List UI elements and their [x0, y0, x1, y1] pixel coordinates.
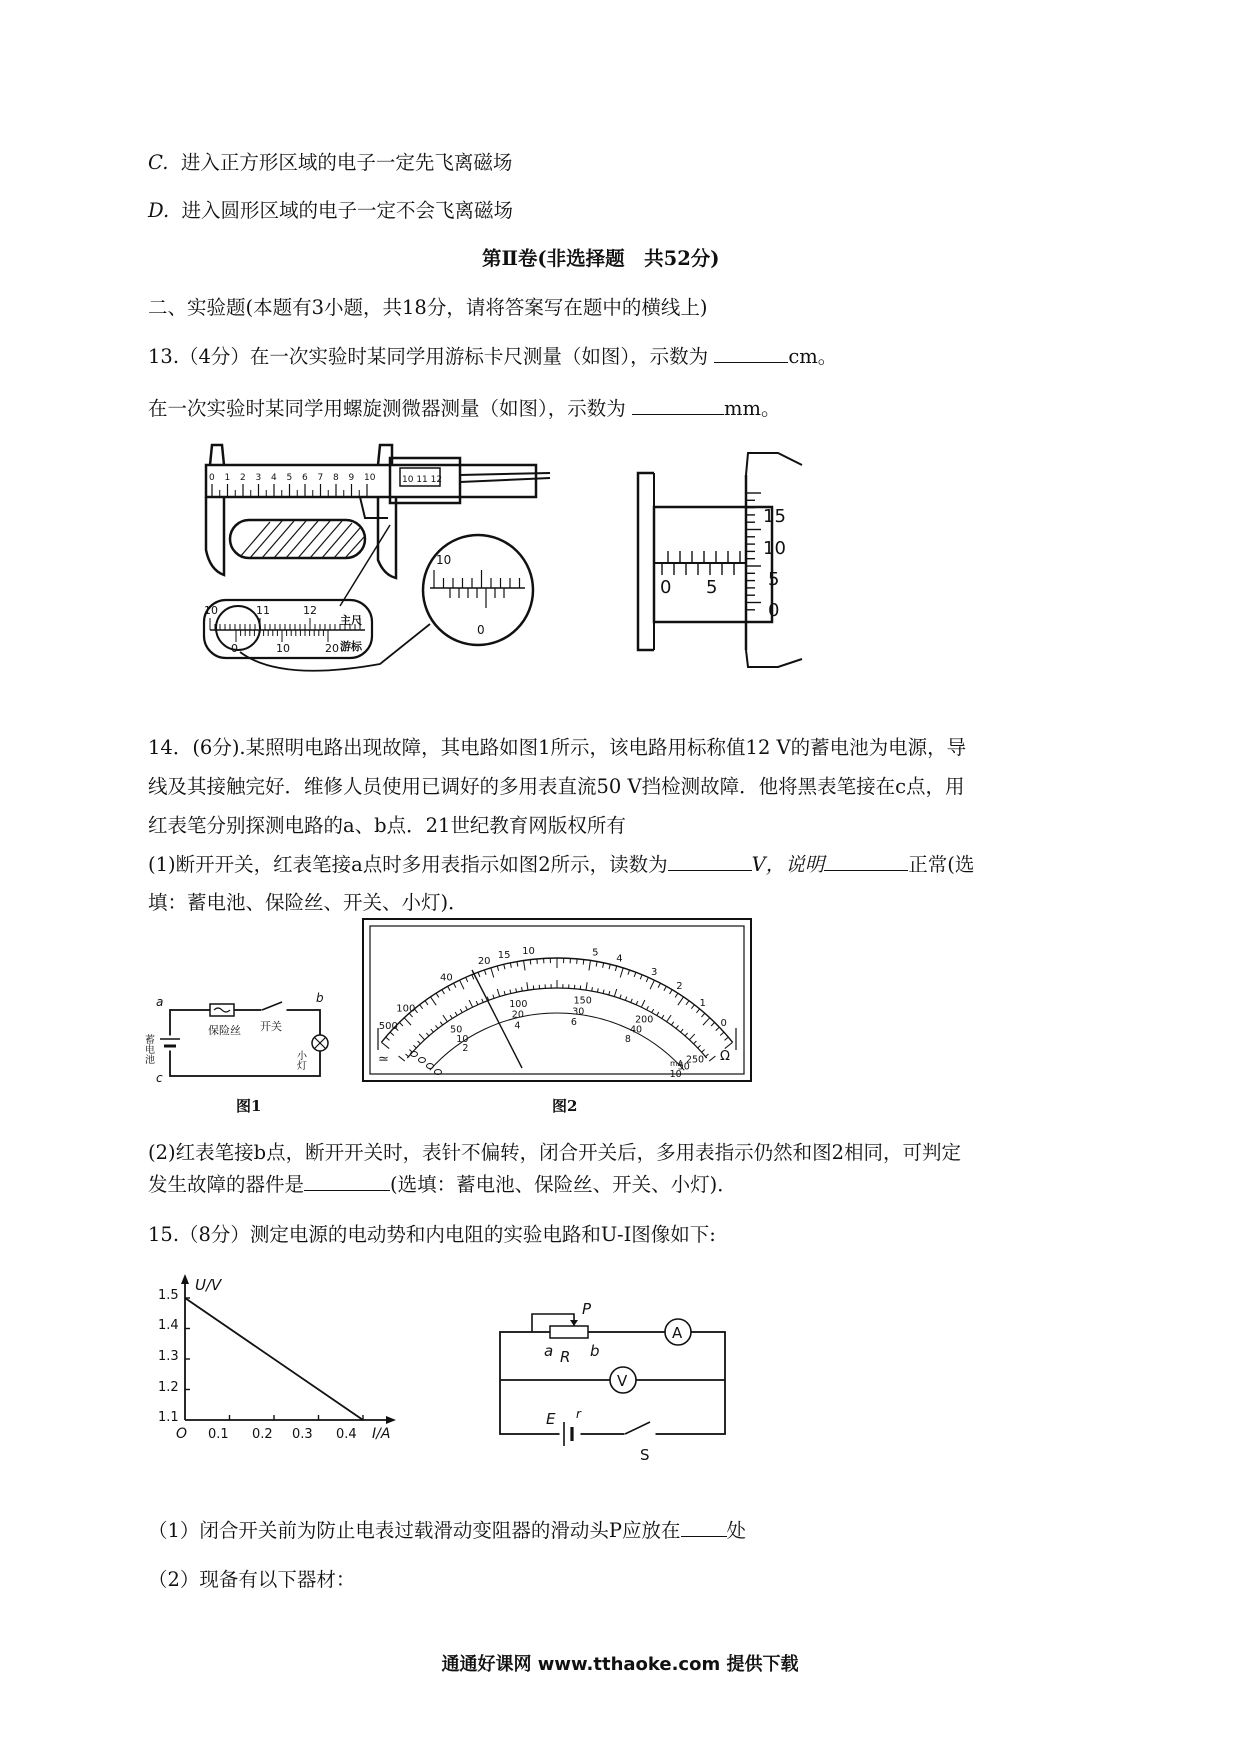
- dc-scale-label: 50: [677, 1061, 690, 1073]
- ohm-scale-label: 3: [650, 966, 658, 978]
- q14-line3: 红表笔分别探测电路的a、b点．21世纪教育网版权所有: [148, 814, 626, 837]
- dc-scale-label: 6: [570, 1017, 577, 1029]
- thimble-label-15: 15: [763, 506, 786, 527]
- q14-part1: [148, 852, 974, 878]
- figure-1-title: 图1: [236, 1097, 262, 1115]
- dial-right-symbol: Ω: [720, 1049, 730, 1064]
- dc-scale-label: 200: [635, 1014, 654, 1026]
- circuit-S: S: [640, 1446, 650, 1464]
- caliper-main-label: 2: [240, 473, 246, 483]
- q14-part1-tail: 正常(选: [908, 853, 975, 876]
- ohm-scale-label: 2: [676, 980, 683, 992]
- dc-scale-label: 20: [511, 1009, 524, 1021]
- circuit-a: a: [544, 1342, 554, 1360]
- q15-part2: （2）现备有以下器材：: [148, 1568, 356, 1591]
- dc-scale-label: 40: [630, 1024, 643, 1036]
- caliper-main-label: 4: [271, 473, 277, 483]
- q14-part2-line2: [148, 1172, 737, 1198]
- zoom-vernier-label-0: 0: [231, 642, 238, 655]
- caliper-main-label: 9: [348, 473, 355, 483]
- caliper-main-scale: [209, 473, 376, 497]
- q14-answer-blank-1[interactable]: [668, 852, 752, 871]
- q14-part2-text: 发生故障的器件是: [148, 1173, 305, 1196]
- dc-scale-label: 100: [509, 998, 528, 1010]
- dc-scale-label: 30: [572, 1006, 585, 1018]
- ohm-scale-label: 40: [439, 972, 453, 984]
- xtick-0.4: 0.4: [336, 1427, 357, 1442]
- q15-part1: [148, 1518, 746, 1544]
- fig1-switch-label: 开关: [260, 1020, 282, 1033]
- q14-part2-line1: (2)红表笔接b点，断开开关时，表针不偏转，闭合开关后，多用表指示仍然和图2相同，可判定: [148, 1141, 962, 1164]
- circuit-E: E: [546, 1410, 556, 1428]
- micrometer-sleeve-scale: [662, 551, 746, 575]
- dc-scale-label: 4: [514, 1020, 521, 1032]
- dc-scale-label: 250: [685, 1054, 705, 1066]
- caliper-main-label: 8: [333, 473, 339, 483]
- zoom-main-label-0: 10: [204, 604, 218, 617]
- dc-scale-label: 2: [462, 1042, 469, 1054]
- circuit-r: r: [576, 1407, 581, 1421]
- dc-scale-label: 50: [450, 1024, 463, 1036]
- q14-part2-options: (选填：蓄电池、保险丝、开关、小灯)．: [390, 1173, 737, 1196]
- zoom-vernier-label-1: 10: [276, 642, 290, 655]
- dc-scale-label: 150: [573, 995, 592, 1007]
- fig1-node-b: b: [316, 991, 324, 1005]
- ohm-scale-label: 100: [396, 1003, 416, 1015]
- circuit-P: P: [582, 1300, 592, 1318]
- caliper-main-label: 10: [364, 473, 376, 483]
- sleeve-label-5: 5: [706, 577, 718, 598]
- u-i-line: [185, 1298, 363, 1420]
- q14-part1-options: 填：蓄电池、保险丝、开关、小灯)．: [148, 891, 468, 914]
- ytick-1.5: 1.5: [158, 1288, 179, 1303]
- dial-right-small: mA: [670, 1059, 684, 1068]
- caliper-label-vernier: 游标: [340, 640, 362, 653]
- dc-scale-label: 10: [669, 1069, 682, 1081]
- dc-scale-label: 8: [624, 1034, 631, 1046]
- q15-circuit: [490, 1300, 740, 1464]
- figure-2-title: 图2: [552, 1097, 578, 1115]
- q13-line1-text: 13.（4分）在一次实验时某同学用游标卡尺测量（如图），示数为: [148, 345, 709, 368]
- zoom-main-label-1: 11: [256, 604, 270, 617]
- ytick-1.4: 1.4: [158, 1318, 179, 1333]
- ohm-scale-label: 0: [720, 1018, 727, 1030]
- ytick-1.2: 1.2: [158, 1380, 179, 1395]
- dc-scale-label: 10: [456, 1033, 469, 1045]
- caliper-main-label: 3: [255, 473, 262, 483]
- ohm-scale-label: 1: [699, 998, 706, 1010]
- q13-line2-text: 在一次实验时某同学用螺旋测微器测量（如图），示数为: [148, 397, 626, 420]
- option-d: [148, 198, 513, 224]
- circuit-A: A: [672, 1324, 683, 1342]
- q13-line2: [148, 396, 780, 422]
- xtick-0.3: 0.3: [292, 1427, 313, 1442]
- q15-part1-tail: 处: [726, 1519, 747, 1542]
- ohm-scale-label: 15: [497, 950, 511, 962]
- caliper-main-label: 1: [224, 473, 231, 483]
- q14-line1: 14．(6分).某照明电路出现故障，其电路如图1所示，该电路用标称值12 V的蓄电池为电源，导: [148, 736, 967, 759]
- figure-2-multimeter: [362, 918, 752, 1083]
- ohm-scale-label: 5: [592, 947, 599, 959]
- caliper-main-label: 6: [302, 473, 308, 483]
- thimble-label-0: 0: [768, 600, 780, 621]
- thimble-label-5: 5: [768, 569, 780, 590]
- q14-line2: 线及其接触完好．维修人员使用已调好的多用表直流50 V挡检测故障．他将黑表笔接在c点，用: [148, 775, 965, 798]
- circuit-V: V: [617, 1372, 628, 1390]
- caliper-main-label: 0: [209, 473, 215, 483]
- option-c-text: 进入正方形区域的电子一定先飞离磁场: [180, 151, 513, 174]
- ohm-scale-label: 10: [522, 945, 535, 957]
- thimble-label-10: 10: [763, 538, 786, 559]
- circuit-b: b: [590, 1342, 600, 1360]
- q15-line1: 15.（8分）测定电源的电动势和内电阻的实验电路和U-I图像如下:: [148, 1223, 716, 1246]
- graph-xlabel: I/A: [372, 1426, 391, 1442]
- zoom-vernier-label-2: 20: [325, 642, 339, 655]
- fig1-node-c: c: [156, 1071, 163, 1085]
- zoom-main-label-2: 12: [303, 604, 317, 617]
- caliper-label-main: 主尺: [340, 614, 362, 627]
- ohm-scale-label: 500: [378, 1021, 398, 1033]
- q13-answer-blank-1[interactable]: [714, 344, 788, 363]
- q13-answer-blank-2[interactable]: [632, 396, 724, 415]
- xtick-0.1: 0.1: [208, 1427, 229, 1442]
- page-footer: 通通好课网 www.tthaoke.com 提供下载: [441, 1654, 799, 1675]
- fig1-node-a: a: [156, 995, 164, 1009]
- dial-left-symbol: ≃: [378, 1052, 389, 1067]
- q15-part1-text: （1）闭合开关前为防止电表过载滑动变阻器的滑动头P应放在: [148, 1519, 681, 1542]
- q14-part1-unit: V，说明: [751, 853, 825, 876]
- q14-part1-text: (1)断开开关，红表笔接a点时多用表指示如图2所示，读数为: [148, 853, 668, 876]
- magnifier-bottom-label: 0: [477, 623, 485, 637]
- q13-line1: [148, 344, 837, 370]
- graph-ylabel: U/V: [195, 1276, 222, 1294]
- option-c: [148, 150, 512, 176]
- q14-answer-blank-2[interactable]: [824, 852, 908, 871]
- ohm-scale-label: 20: [477, 955, 491, 967]
- section-title: 第Ⅱ卷(非选择题 共52分): [482, 247, 720, 270]
- graph-origin: O: [176, 1426, 188, 1442]
- caliper-jaw-digits: 10 11 12: [402, 475, 443, 485]
- xtick-0.2: 0.2: [252, 1427, 273, 1442]
- q13-line1-unit: cm。: [788, 345, 838, 368]
- figure-1-circuit: [142, 990, 333, 1100]
- vernier-caliper-figure: [200, 440, 560, 690]
- q14-answer-blank-3[interactable]: [304, 1172, 390, 1191]
- circuit-R: R: [560, 1348, 571, 1366]
- micrometer-thimble-scale: [746, 493, 761, 610]
- caliper-main-label: 7: [317, 473, 324, 483]
- ohm-scale-label: 4: [616, 953, 623, 965]
- option-c-letter: C.: [148, 151, 169, 174]
- ytick-1.3: 1.3: [158, 1349, 179, 1364]
- fig1-battery-label: 蓄电池: [142, 1034, 154, 1064]
- micrometer-figure: [628, 445, 808, 675]
- magnifier-top-label: 10: [436, 553, 452, 567]
- ytick-1.1: 1.1: [158, 1410, 179, 1425]
- u-i-graph: [150, 1270, 400, 1440]
- option-d-letter: D.: [148, 199, 170, 222]
- fig1-fuse-label: 保险丝: [208, 1024, 241, 1037]
- section-intro: 二、实验题(本题有3小题，共18分，请将答案写在题中的横线上): [148, 296, 708, 319]
- q13-line2-unit: mm。: [723, 397, 781, 420]
- q15-answer-blank-1[interactable]: [681, 1518, 727, 1537]
- option-d-text: 进入圆形区域的电子一定不会飞离磁场: [181, 199, 514, 222]
- fig1-lamp-label: 小灯: [294, 1050, 306, 1070]
- caliper-main-label: 5: [286, 473, 293, 483]
- sleeve-label-0: 0: [660, 577, 672, 598]
